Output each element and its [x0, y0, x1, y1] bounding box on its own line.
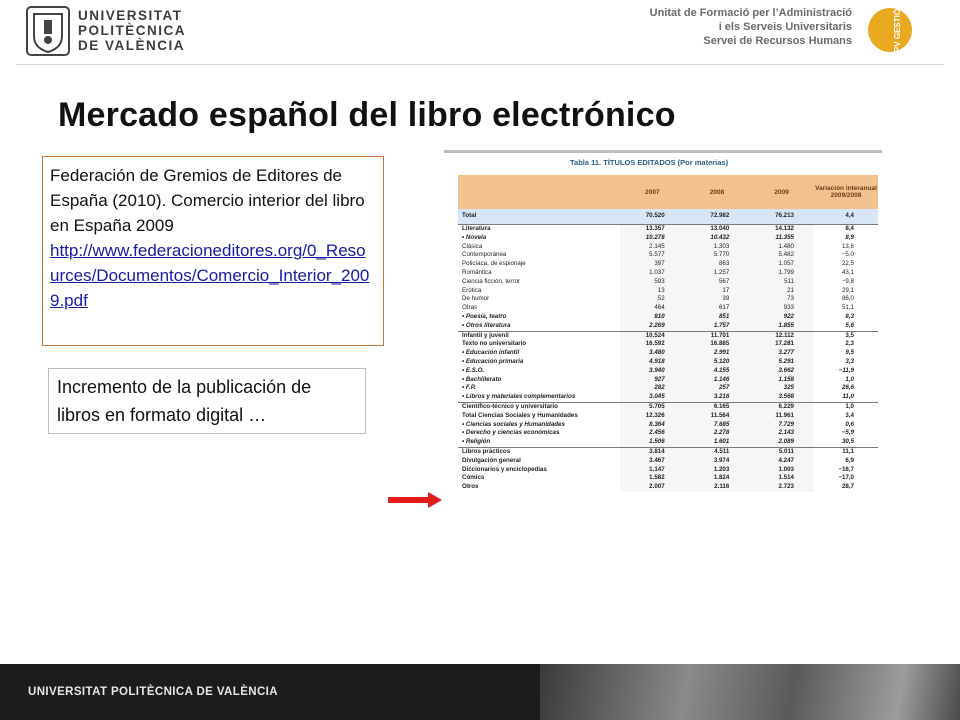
row-label: • Bachillerato: [462, 375, 502, 383]
row-value: 2.269: [620, 322, 685, 331]
row-value: 11.355: [749, 234, 814, 243]
row-value: 11,0: [842, 393, 854, 401]
table-row: [458, 251, 878, 260]
row-value: 76.213: [749, 209, 814, 225]
row-value: 933: [749, 304, 814, 313]
row-label: • Libros y materiales complementarios: [462, 393, 576, 401]
row-value: 3.480: [620, 349, 685, 358]
row-label: Total Ciencias Sociales y Humanidades: [462, 411, 578, 419]
header-divider: [16, 64, 944, 65]
table-row: [458, 340, 878, 349]
row-label: De humor: [462, 295, 490, 303]
row-value: 2.456: [620, 429, 685, 438]
table-row: [458, 287, 878, 296]
row-value: 3.568: [749, 393, 814, 402]
row-label: • Derecho y ciencias económicas: [462, 429, 560, 437]
row-label: • Educación infantil: [462, 349, 520, 357]
row-value: 73: [749, 295, 814, 304]
row-value: 7.685: [685, 421, 750, 430]
row-label: Clásica: [462, 242, 483, 250]
row-value: 12.112: [749, 331, 814, 340]
row-label: Libros prácticos: [458, 447, 620, 456]
increment-note: Incremento de la publicación de libros en formato digital …: [48, 368, 366, 434]
row-value: 8,3: [845, 312, 854, 320]
row-value: 2.145: [620, 243, 685, 252]
row-value: 3.814: [620, 447, 685, 456]
row-value: 2.723: [749, 483, 814, 492]
row-value: 5.770: [685, 251, 750, 260]
row-label: Infantil y juvenil: [458, 331, 620, 340]
table-row: [458, 402, 878, 411]
row-value: 9,5: [845, 349, 854, 357]
row-value: 593: [620, 278, 685, 287]
table-row: [458, 304, 878, 313]
table-row: [458, 429, 878, 438]
row-value: 16.885: [685, 340, 750, 349]
row-value: 1.824: [685, 474, 750, 483]
row-value: 13.040: [685, 225, 750, 234]
row-label: • E.S.O.: [462, 366, 485, 374]
reference-box: [42, 156, 384, 346]
row-value: 4.918: [620, 358, 685, 367]
row-value: 22,5: [841, 260, 854, 268]
row-label: • Novela: [462, 233, 487, 241]
row-value: 17: [685, 287, 750, 296]
table-top-rule: [444, 150, 882, 153]
row-value: 1.601: [685, 438, 750, 447]
footer-bar: [0, 664, 960, 720]
row-value: 1.003: [749, 466, 814, 475]
row-value: 3.940: [620, 367, 685, 376]
footer-university-name: UNIVERSITAT POLITÈCNICA DE VALÈNCIA: [28, 686, 278, 698]
titles-table: [458, 175, 878, 492]
reference-link[interactable]: http://www.federacioneditores.org/0_Resources/Documentos/Comercio_Interior_2009.pdf: [50, 241, 370, 310]
row-value: 1.855: [749, 322, 814, 331]
slide-title: Mercado español del libro electrónico: [58, 96, 676, 134]
row-value: 6.165: [685, 402, 750, 411]
row-value: 4.155: [685, 367, 750, 376]
table-row: [458, 234, 878, 243]
table-row: [458, 483, 878, 492]
row-value: 5.011: [749, 447, 814, 456]
header-cell: Variación interanual 2009/2008: [814, 175, 878, 209]
row-value: 3.662: [749, 367, 814, 376]
row-value: 5,6: [845, 321, 854, 329]
table-row: [458, 376, 878, 385]
row-value: 72.982: [685, 209, 750, 225]
row-label: Literatura: [458, 225, 620, 234]
table-row: [458, 209, 878, 225]
titles-table-image: [444, 150, 882, 628]
row-label: Divulgación general: [462, 456, 521, 464]
row-value: 3,5: [814, 331, 878, 340]
row-value: 282: [620, 384, 685, 393]
header-cell: 2009: [749, 175, 814, 209]
row-value: 51,1: [841, 304, 854, 312]
header-cell: [458, 175, 620, 209]
row-value: 2.991: [685, 349, 750, 358]
table-row: [458, 260, 878, 269]
table-row: [458, 269, 878, 278]
row-value: 4.247: [749, 457, 814, 466]
table-header-row: [458, 175, 878, 209]
row-value: 39: [685, 295, 750, 304]
table-row: [458, 466, 878, 475]
row-value: 851: [685, 313, 750, 322]
row-value: 5.120: [685, 358, 750, 367]
row-value: 397: [620, 260, 685, 269]
row-value: 0,6: [845, 420, 854, 428]
table-row: [458, 322, 878, 331]
row-value: 2.116: [685, 483, 750, 492]
row-label: Otros: [462, 483, 479, 491]
table-title: Tabla 11. TÍTULOS EDITADOS (Por materias): [570, 158, 729, 167]
row-value: 5.482: [749, 251, 814, 260]
table-row: [458, 412, 878, 421]
table-row: [458, 295, 878, 304]
row-label: • Ciencias sociales y Humanidades: [462, 420, 565, 428]
row-value: 3.045: [620, 393, 685, 402]
row-value: −5,9: [841, 429, 854, 437]
row-label: Total: [458, 209, 620, 225]
row-value: 2.089: [749, 438, 814, 447]
row-value: −9,8: [841, 277, 854, 285]
row-value: 6,9: [845, 456, 854, 464]
table-row: [458, 367, 878, 376]
header-cell: 2007: [620, 175, 685, 209]
row-value: 5.291: [749, 358, 814, 367]
row-value: 567: [685, 278, 750, 287]
row-value: 1.203: [685, 466, 750, 475]
row-value: 52: [620, 295, 685, 304]
table-row: [458, 438, 878, 447]
row-value: 13: [620, 287, 685, 296]
row-value: 5.705: [620, 402, 685, 411]
red-arrow-icon: [388, 490, 444, 510]
row-value: 1.057: [749, 260, 814, 269]
row-label: Diccionarios y enciclopedias: [462, 465, 547, 473]
row-value: 6.229: [749, 402, 814, 411]
row-label: Científico-técnico y universitario: [458, 402, 620, 411]
table-row: [458, 278, 878, 287]
row-value: 1,0: [814, 402, 878, 411]
row-label: • Religión: [462, 438, 491, 446]
university-crest-icon: [26, 6, 70, 56]
row-label: • F.P.: [462, 384, 476, 392]
row-value: −11,9: [838, 366, 854, 374]
row-value: 8,4: [814, 225, 878, 234]
row-value: 13.357: [620, 225, 685, 234]
row-label: • Otros literatura: [462, 321, 511, 329]
row-label: Otras: [462, 304, 478, 312]
row-value: 11.961: [749, 412, 814, 421]
row-label: Texto no universitario: [462, 340, 527, 348]
row-value: 2.278: [685, 429, 750, 438]
row-value: 1.037: [620, 269, 685, 278]
row-value: 10.524: [620, 331, 685, 340]
row-value: 1.158: [749, 376, 814, 385]
table-row: [458, 331, 878, 340]
row-value: 464: [620, 304, 685, 313]
row-value: 26,6: [841, 384, 854, 392]
row-value: 1.257: [685, 269, 750, 278]
unit-line: Unitat de Formació per l’Administració: [649, 7, 852, 19]
row-value: 1.506: [620, 438, 685, 447]
row-label: Policíaca, de espionaje: [462, 260, 526, 268]
row-value: 17.281: [749, 340, 814, 349]
row-value: 325: [749, 384, 814, 393]
row-value: 1.147: [620, 466, 685, 475]
row-value: 3.277: [749, 349, 814, 358]
row-value: 2.007: [620, 483, 685, 492]
row-value: 5.577: [620, 251, 685, 260]
row-label: Cómics: [462, 474, 485, 482]
footer-image: [540, 664, 960, 720]
row-value: 4,4: [814, 209, 878, 225]
row-label: Ciencia ficción, terror: [462, 277, 521, 285]
row-value: 8.364: [620, 421, 685, 430]
table-row: [458, 474, 878, 483]
upv-gestion-badge: [868, 3, 912, 58]
table-row: [458, 225, 878, 234]
row-value: 2.143: [749, 429, 814, 438]
row-value: 863: [685, 260, 750, 269]
row-value: −16,7: [838, 465, 854, 473]
header-cell: 2008: [685, 175, 750, 209]
row-value: 11.564: [685, 412, 750, 421]
row-value: 1.514: [749, 474, 814, 483]
row-value: 810: [620, 313, 685, 322]
row-value: 617: [685, 304, 750, 313]
row-label: Contemporánea: [462, 251, 507, 259]
table-row: [458, 349, 878, 358]
row-value: 8,9: [845, 233, 854, 241]
row-value: 1,0: [845, 375, 854, 383]
unit-line: i els Serveis Universitaris: [718, 21, 852, 33]
row-value: 511: [749, 278, 814, 287]
row-value: 1.757: [685, 322, 750, 331]
row-value: 1.799: [749, 269, 814, 278]
row-value: 257: [685, 384, 750, 393]
row-value: 10.432: [685, 234, 750, 243]
row-value: 86,0: [841, 295, 854, 303]
row-value: −5,0: [841, 251, 854, 259]
table-row: [458, 393, 878, 402]
row-value: 16.592: [620, 340, 685, 349]
row-value: 10.278: [620, 234, 685, 243]
row-value: 3.467: [620, 457, 685, 466]
row-label: Erótica: [462, 286, 482, 294]
row-value: −17,0: [838, 474, 854, 482]
badge-text: UPV GESTIÓN: [892, 3, 902, 58]
row-value: 927: [620, 376, 685, 385]
row-value: 43,1: [841, 268, 854, 276]
row-label: Romántica: [462, 268, 492, 276]
table-row: [458, 384, 878, 393]
row-value: 3,4: [845, 411, 854, 419]
table-row: [458, 243, 878, 252]
row-value: 1.303: [685, 243, 750, 252]
reference-text: Federación de Gremios de Editores de España (2010). Comercio interior del libro en España 2009: [50, 166, 365, 235]
table-row: [458, 313, 878, 322]
row-value: 12.326: [620, 412, 685, 421]
row-value: 13,6: [841, 242, 854, 250]
row-value: 7.729: [749, 421, 814, 430]
table-body: [458, 209, 878, 492]
row-value: 922: [749, 313, 814, 322]
row-value: 1.146: [685, 376, 750, 385]
row-value: 3.974: [685, 457, 750, 466]
upv-logo: [26, 6, 186, 56]
table-row: [458, 447, 878, 456]
row-value: 30,5: [841, 438, 854, 446]
row-value: 14.132: [749, 225, 814, 234]
row-value: 21: [749, 287, 814, 296]
row-value: 29,1: [841, 286, 854, 294]
table-row: [458, 358, 878, 367]
unit-name: [650, 6, 852, 48]
unit-line: Servei de Recursos Humans: [703, 35, 852, 47]
table-row: [458, 421, 878, 430]
row-label: • Educación primaria: [462, 357, 524, 365]
row-value: 28,7: [841, 483, 854, 491]
university-name: UNIVERSITAT POLITÈCNICA DE VALÈNCIA: [78, 8, 187, 53]
row-value: 4.511: [685, 447, 750, 456]
row-value: 1.582: [620, 474, 685, 483]
row-value: 3.216: [685, 393, 750, 402]
table-row: [458, 457, 878, 466]
row-value: 11,1: [814, 447, 878, 456]
row-value: 70.520: [620, 209, 685, 225]
row-value: 11.701: [685, 331, 750, 340]
row-value: 3,3: [845, 357, 854, 365]
row-value: 1.480: [749, 243, 814, 252]
row-value: 2,3: [845, 340, 854, 348]
row-label: • Poesía, teatro: [462, 312, 507, 320]
